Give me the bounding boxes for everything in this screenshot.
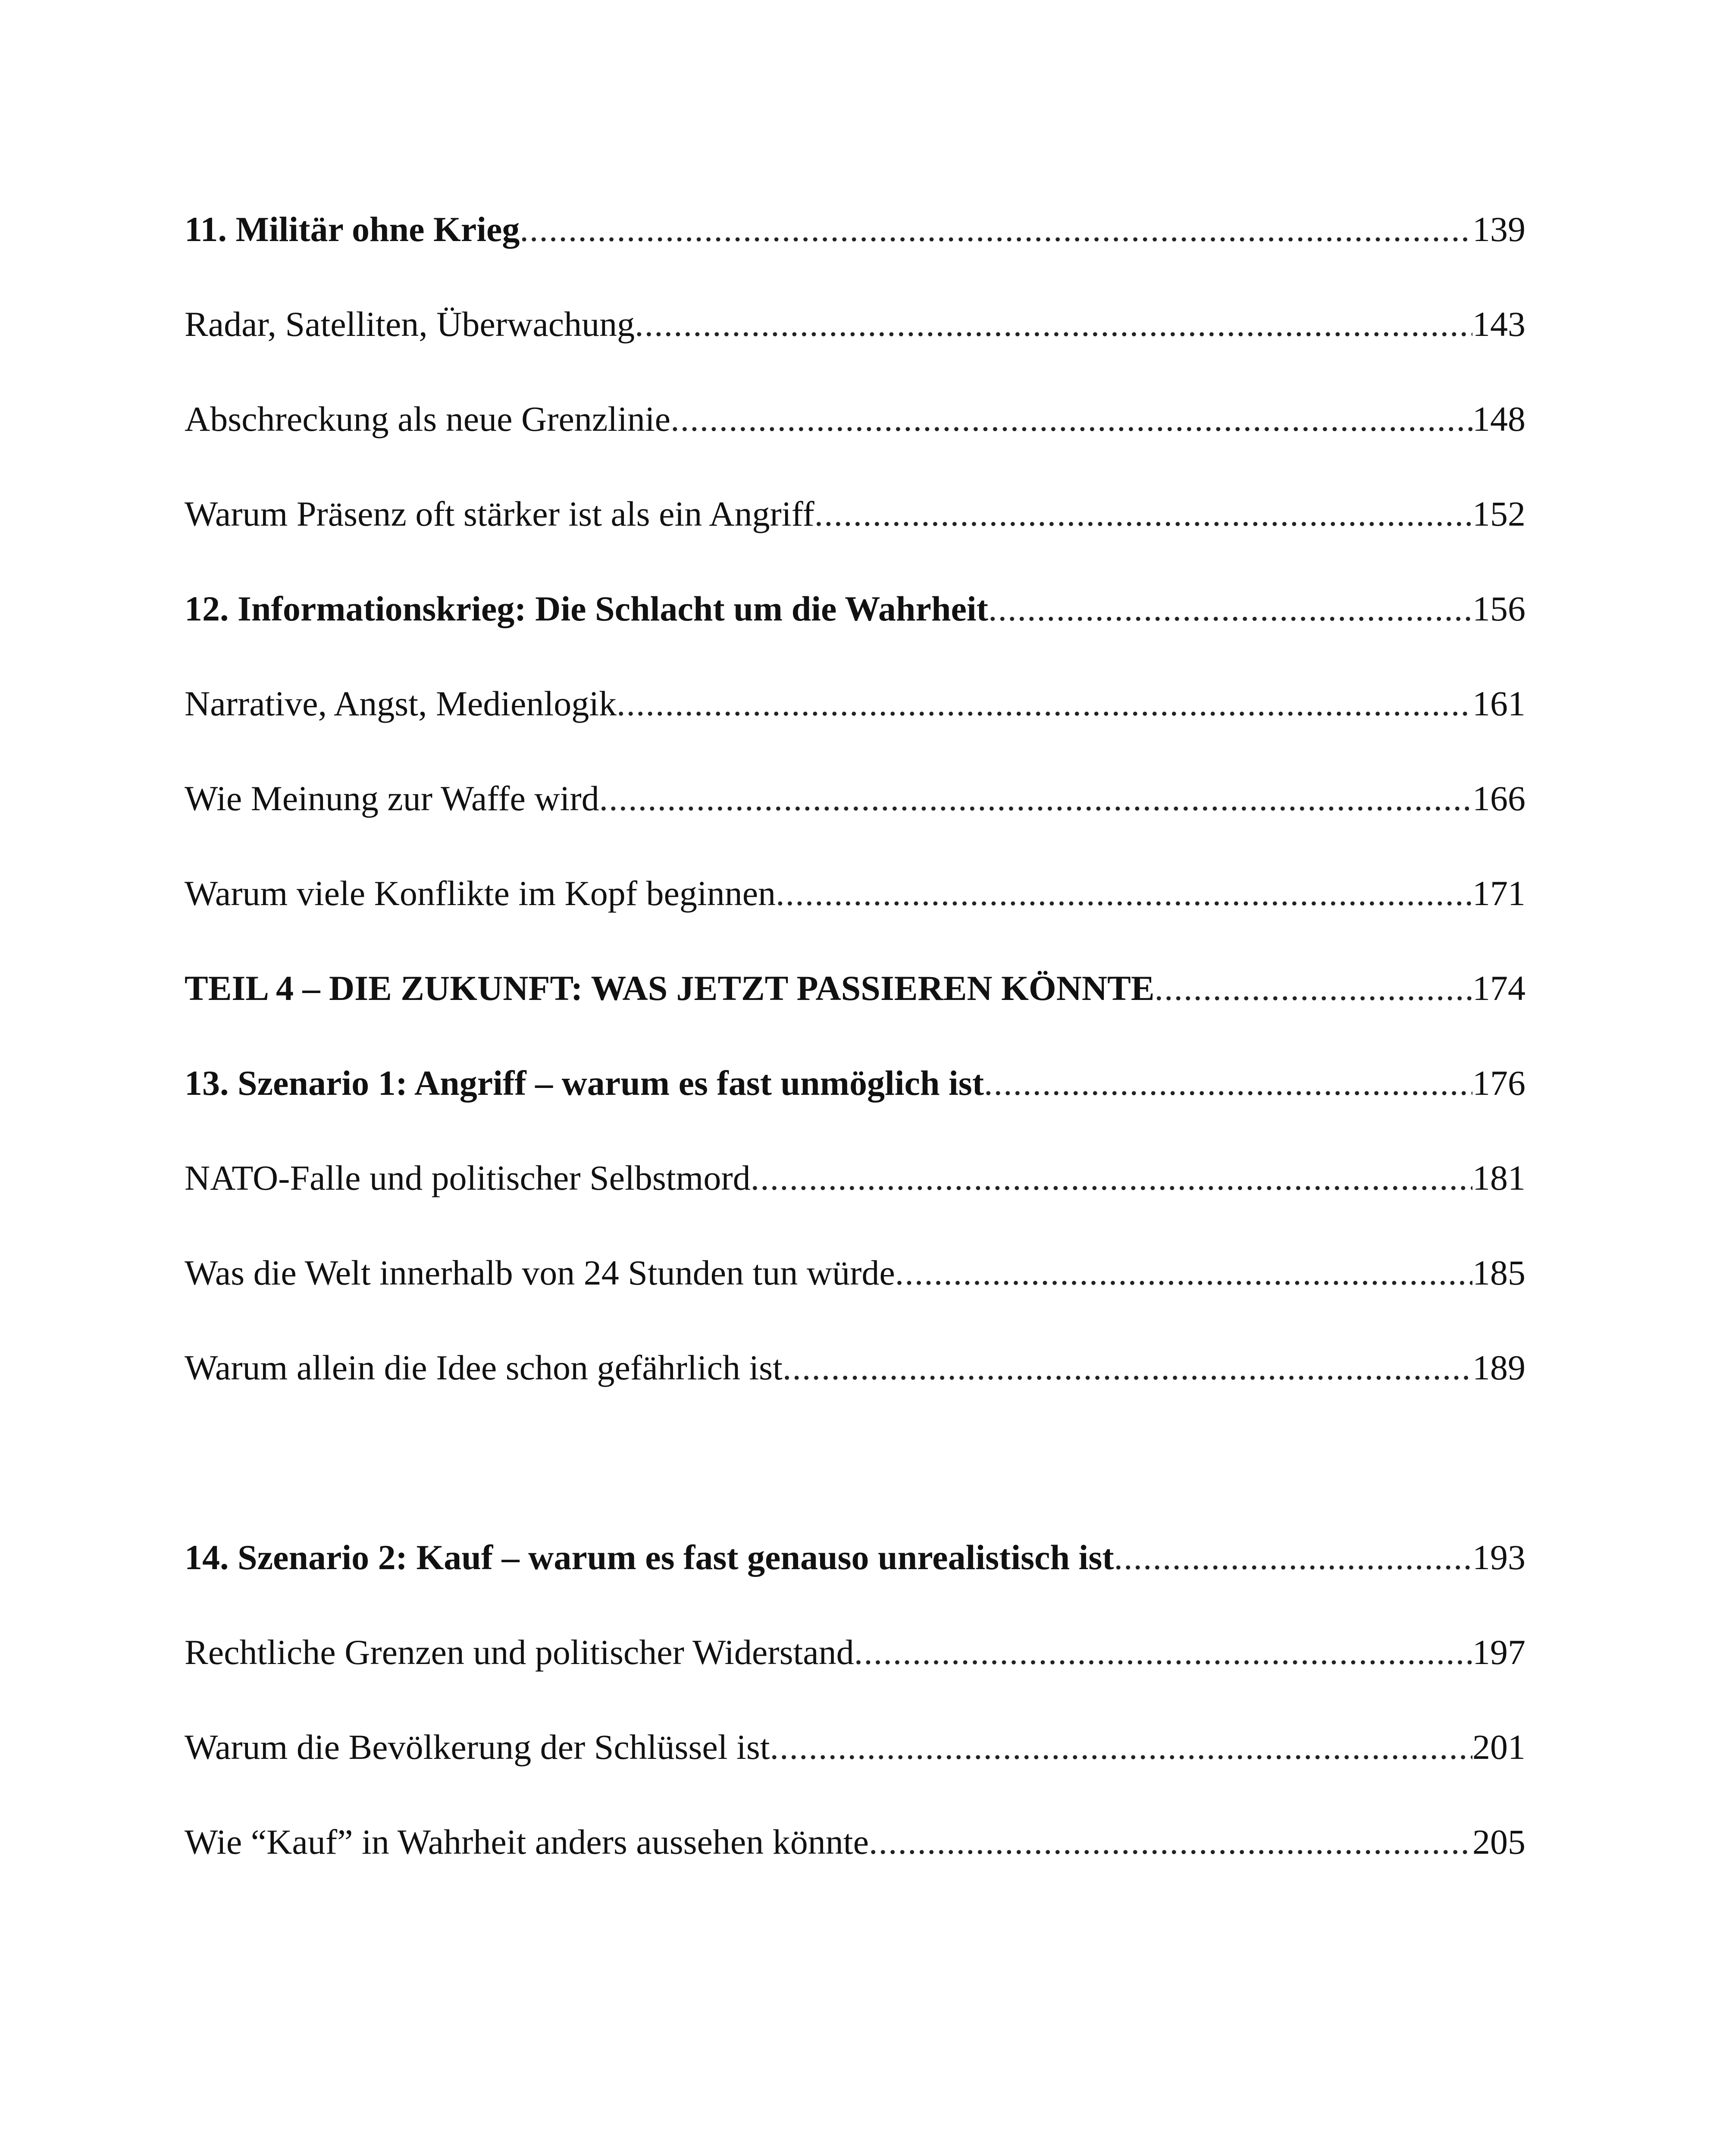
toc-entry xyxy=(185,389,1525,484)
toc-entry-title: Radar, Satelliten, Überwachung xyxy=(185,304,635,344)
toc-entry-title: Warum allein die Idee schon gefährlich ist xyxy=(185,1348,783,1387)
toc-entry xyxy=(185,1243,1525,1338)
toc-entry xyxy=(185,1812,1525,1907)
dot-leader xyxy=(751,1148,1472,1208)
toc-entry-page: 166 xyxy=(1472,779,1525,818)
dot-leader xyxy=(988,579,1472,639)
toc-entry xyxy=(185,579,1525,674)
toc-entry-page: 197 xyxy=(1472,1633,1525,1672)
toc-entry-title: 11. Militär ohne Krieg xyxy=(185,210,520,249)
dot-leader xyxy=(635,294,1472,354)
dot-leader xyxy=(1114,1527,1472,1588)
toc-entry-page: 185 xyxy=(1472,1253,1525,1292)
toc-entry xyxy=(185,768,1525,863)
toc-entry-page: 205 xyxy=(1472,1822,1525,1861)
dot-leader xyxy=(854,1622,1472,1683)
toc-entry xyxy=(185,1622,1525,1717)
toc-entry-title: Narrative, Angst, Medienlogik xyxy=(185,684,617,723)
toc-entry-title: Abschreckung als neue Grenzlinie xyxy=(185,399,671,439)
toc-entry xyxy=(185,863,1525,958)
dot-leader xyxy=(814,484,1472,544)
toc-entry-page: 189 xyxy=(1472,1348,1525,1387)
toc-entry-page: 201 xyxy=(1472,1727,1525,1767)
toc-entry-title: Wie “Kauf” in Wahrheit anders aussehen könnte xyxy=(185,1822,869,1861)
toc-entry xyxy=(185,958,1525,1053)
toc-entry-title: NATO-Falle und politischer Selbstmord xyxy=(185,1158,751,1197)
dot-leader xyxy=(776,863,1472,924)
toc-entry-title: 12. Informationskrieg: Die Schlacht um die Wahrheit xyxy=(185,589,988,628)
dot-leader xyxy=(1155,958,1472,1018)
toc-entry-page: 148 xyxy=(1472,399,1525,439)
toc-entry-page: 139 xyxy=(1472,210,1525,249)
toc-entry xyxy=(185,1527,1525,1622)
dot-leader xyxy=(869,1812,1472,1872)
toc-entry-title: 13. Szenario 1: Angriff – warum es fast unmöglich ist xyxy=(185,1063,984,1103)
dot-leader xyxy=(670,389,1472,449)
table-of-contents xyxy=(185,199,1525,1907)
dot-leader xyxy=(783,1338,1472,1398)
toc-entry-page: 171 xyxy=(1472,874,1525,913)
toc-entry xyxy=(185,199,1525,294)
toc-entry xyxy=(185,294,1525,389)
toc-entry-title: Rechtliche Grenzen und politischer Widerstand xyxy=(185,1633,854,1672)
dot-leader xyxy=(520,199,1472,260)
toc-entry-title: Warum viele Konflikte im Kopf beginnen xyxy=(185,874,776,913)
toc-entry-page: 193 xyxy=(1472,1538,1525,1577)
toc-entry-page: 181 xyxy=(1472,1158,1525,1197)
toc-entry-title: Was die Welt innerhalb von 24 Stunden tun würde xyxy=(185,1253,895,1292)
toc-entry xyxy=(185,1148,1525,1243)
toc-entry-page: 152 xyxy=(1472,494,1525,533)
toc-entry xyxy=(185,1053,1525,1148)
dot-leader xyxy=(895,1243,1472,1303)
toc-entry-title: Wie Meinung zur Waffe wird xyxy=(185,779,599,818)
dot-leader xyxy=(617,674,1472,734)
toc-entry-page: 176 xyxy=(1472,1063,1525,1103)
toc-entry-title: Warum die Bevölkerung der Schlüssel ist xyxy=(185,1727,770,1767)
toc-entry xyxy=(185,674,1525,768)
toc-entry-title: 14. Szenario 2: Kauf – warum es fast genauso unrealistisch ist xyxy=(185,1538,1114,1577)
toc-entry xyxy=(185,484,1525,579)
toc-entry-page: 156 xyxy=(1472,589,1525,628)
dot-leader xyxy=(984,1053,1472,1113)
toc-entry-title: Warum Präsenz oft stärker ist als ein Angriff xyxy=(185,494,814,533)
dot-leader xyxy=(770,1717,1472,1777)
dot-leader xyxy=(599,768,1472,829)
toc-entry-title: TEIL 4 – DIE ZUKUNFT: WAS JETZT PASSIEREN KÖNNTE xyxy=(185,968,1155,1008)
toc-entry-page: 161 xyxy=(1472,684,1525,723)
toc-entry-page: 143 xyxy=(1472,304,1525,344)
toc-entry xyxy=(185,1338,1525,1432)
toc-entry xyxy=(185,1717,1525,1812)
toc-entry-page: 174 xyxy=(1472,968,1525,1008)
